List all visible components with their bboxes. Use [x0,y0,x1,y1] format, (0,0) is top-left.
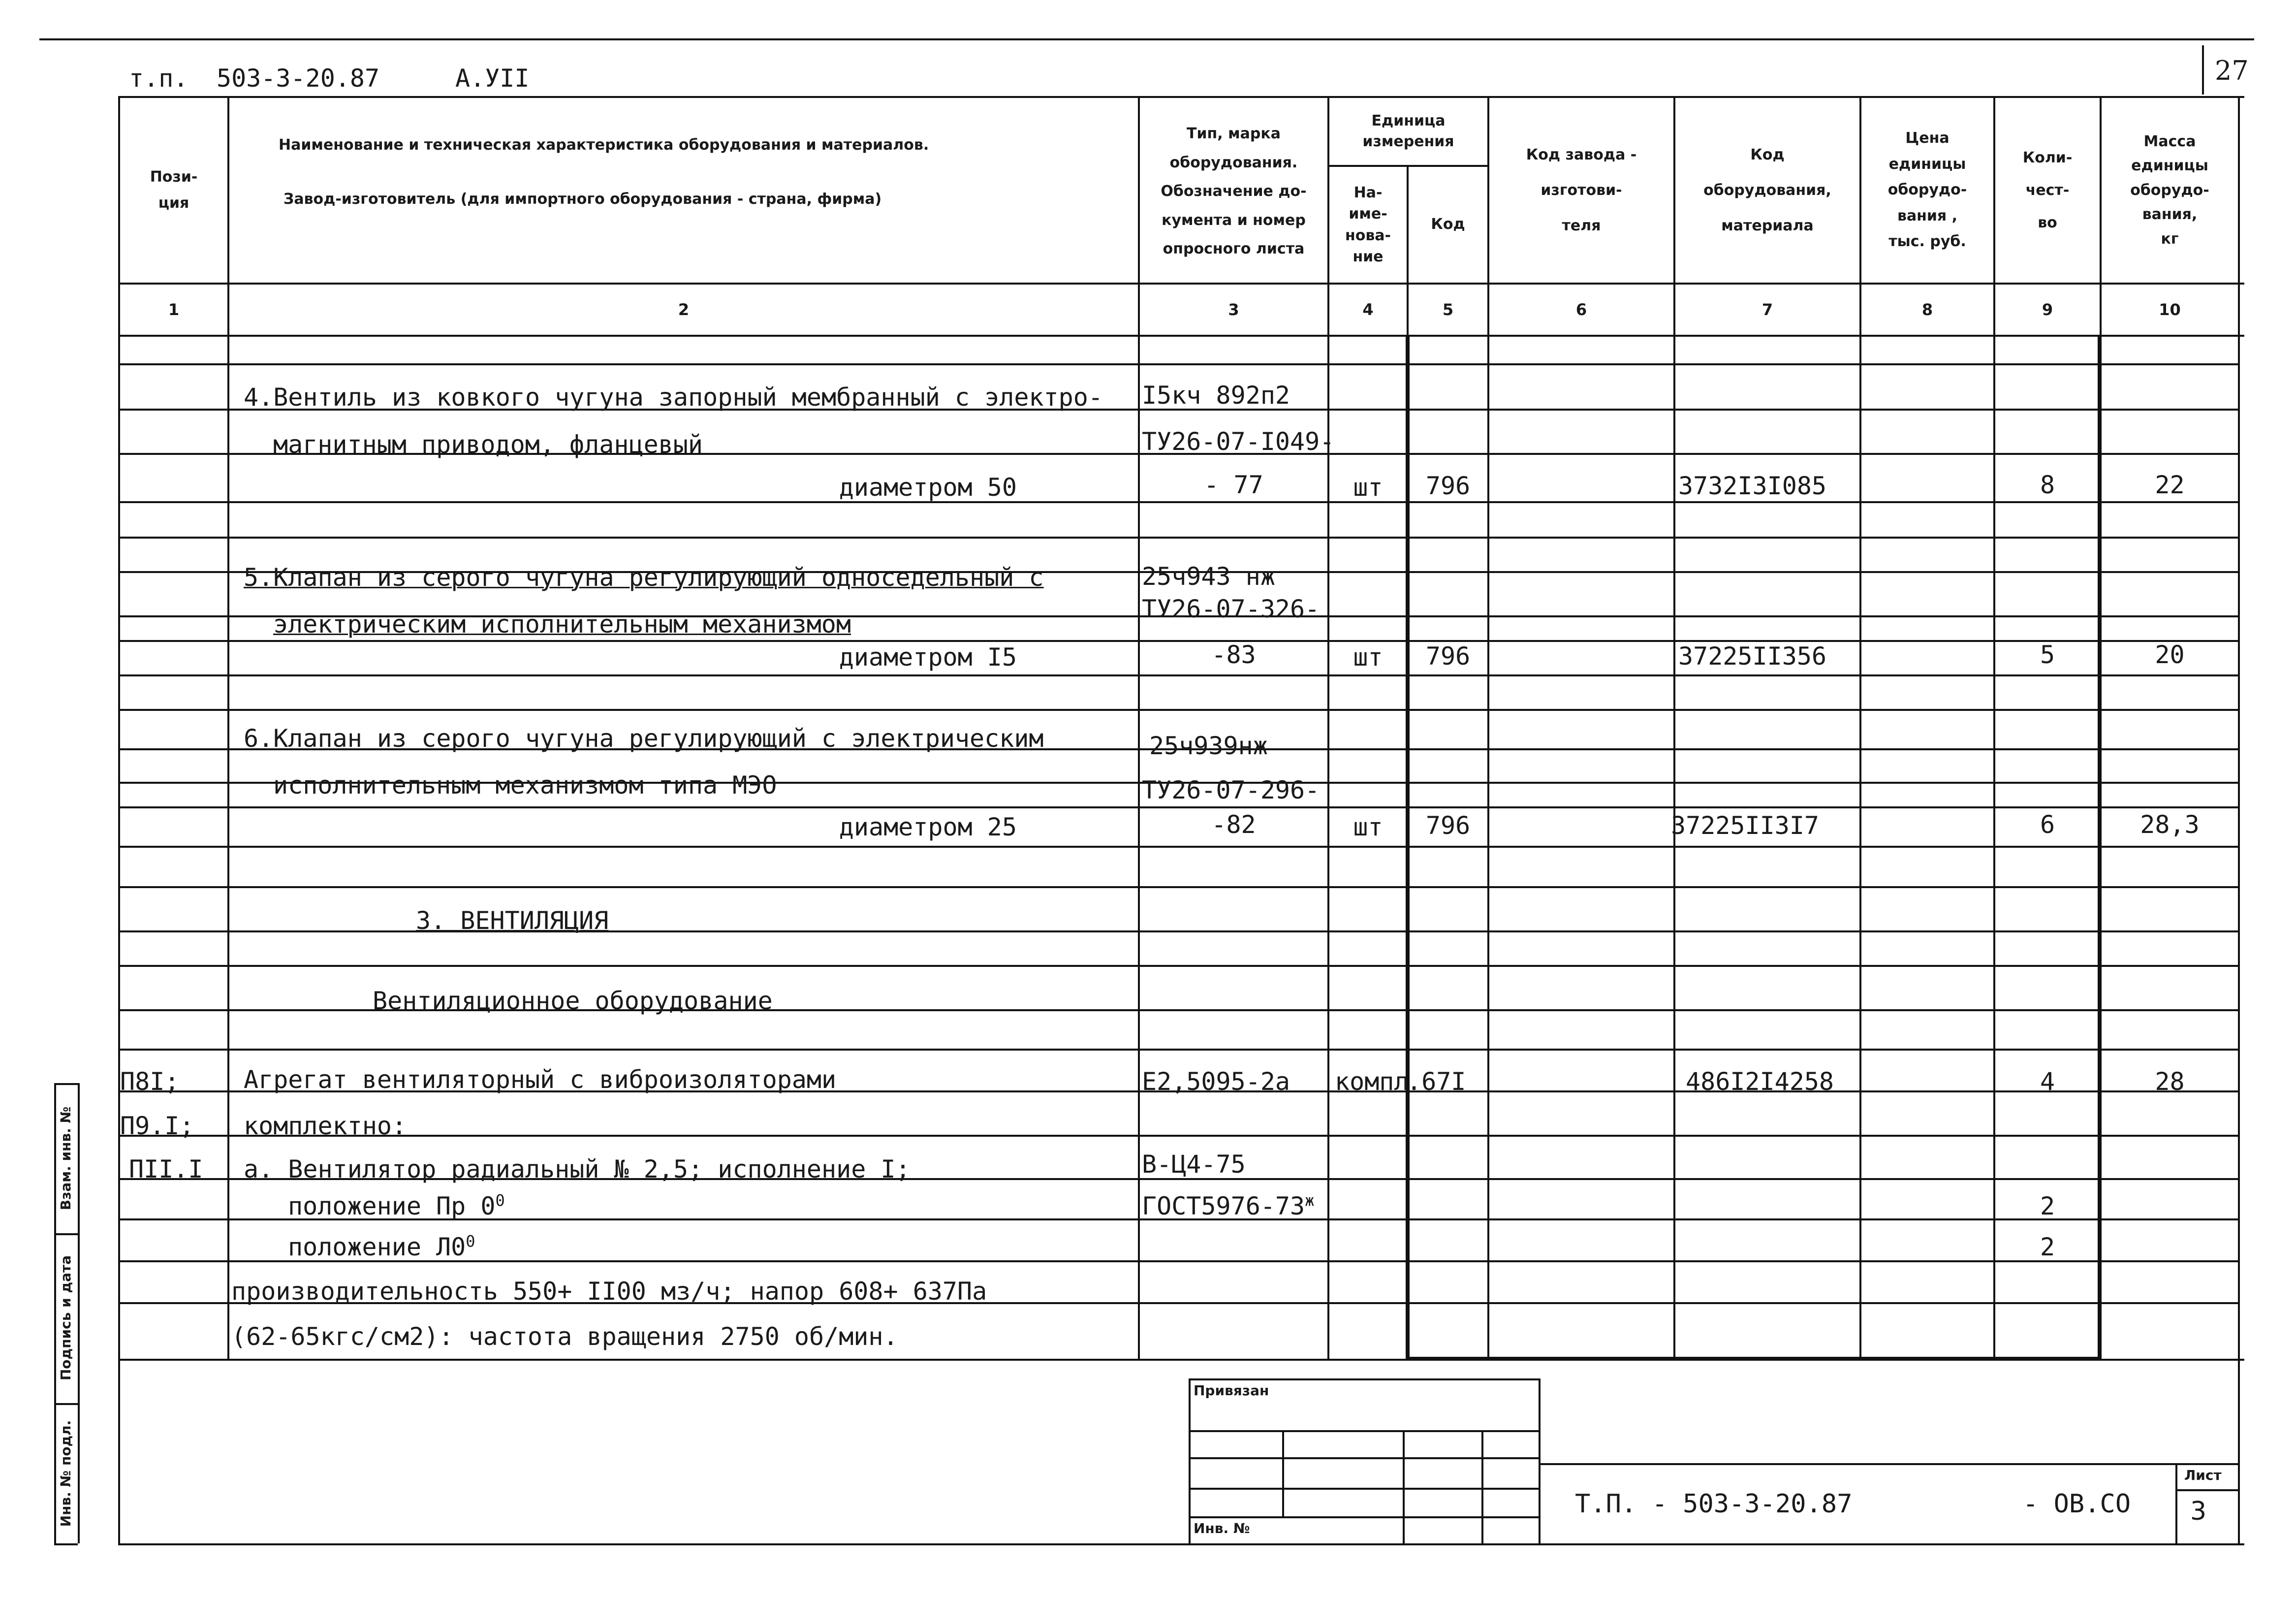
row-separator-13 [118,846,2239,848]
tb-attach-col1 [1282,1430,1284,1516]
colnum-4: 4 [1362,300,1374,319]
row-separator-12 [118,806,2239,808]
kit-name: комплектно: [244,1112,407,1140]
header-type: Тип, марка оборудования. Обозначение до- кумента и номер опросного листа [1161,125,1307,258]
item4-name-line3: диаметром 50 [839,473,1017,502]
fan-performance: производительность 550+ II00 мз/ч; напор 608+ 637Па [231,1277,987,1306]
position-left-name [288,1232,475,1261]
fan-standard-text: ГОСТ5976-73 [1142,1192,1305,1220]
item6-name-line1: 6.Клапан из серого чугуна регулирующий с электрическим [244,724,1044,753]
item6-qty: 6 [2040,810,2055,839]
kit-position: П9.I; [120,1112,194,1140]
side-strip-left [54,1083,56,1543]
tb-doc-mark: - ОВ.СО [2023,1489,2131,1519]
tb-attach-col3 [1481,1430,1483,1543]
side-label-inv-original: Инв. № подл. [58,1420,74,1527]
colnum-7: 7 [1761,300,1773,319]
paper-top-edge [39,38,2254,40]
agg-type: Е2,5095-2а [1142,1067,1290,1096]
item6-unit-code: 796 [1425,811,1471,840]
colnum-3: 3 [1228,300,1239,319]
item6-type-line3: -82 [1211,810,1256,839]
tb-list-sep [2175,1489,2238,1491]
item5-unit-name: шт [1353,643,1383,672]
item6-mass: 28,3 [2140,810,2200,839]
row-separator-7 [118,640,2239,642]
tp-label: т.п. [129,64,189,93]
header-unit-group: Единица измерения [1362,112,1454,150]
tb-list-left [2175,1463,2177,1543]
side-label-sign-date: Подпись и дата [58,1255,74,1381]
colnum-9: 9 [2042,300,2053,319]
item5-equip-code: 37225II356 [1678,642,1827,671]
item6-unit-name: шт [1353,813,1383,841]
agg-unit-code: .67I [1407,1067,1466,1096]
row-separator-20 [118,1135,2239,1137]
header-equip-code: Код оборудования, материала [1703,146,1831,234]
colnum-8: 8 [1921,300,1933,319]
row-separator-8 [118,674,2239,676]
item4-unit-code: 796 [1425,472,1471,500]
agg-position: П8I; [120,1067,180,1096]
tb-attach-col2 [1403,1430,1405,1543]
header-name-line1: Наименование и техническая характеристика оборудования и материалов. [279,136,929,154]
item5-type-line3: -83 [1211,640,1256,669]
row-separator-18 [118,1049,2239,1051]
item6-name-line3: диаметром 25 [839,813,1017,841]
row-separator-16 [118,965,2239,967]
item5-name-line1: 5.Клапан из серого чугуна регулирующий односедельный с [244,563,1044,592]
fan-standard-mark: ж [1305,1191,1315,1210]
agg-mass: 28 [2155,1067,2185,1096]
tb-attach-row4 [1189,1516,1541,1518]
header-unit-name: На- име- нова- ние [1345,184,1391,265]
header-mass: Масса единицы оборудо- вания, кг [2130,132,2209,248]
tb-attached-label: Привязан [1194,1382,1269,1399]
item4-name-line2: магнитным приводом, фланцевый [273,430,703,459]
album-code: А.УII [455,64,530,93]
side-label-inv-replace: Взам. инв. № [58,1106,74,1211]
position-left-text: положение Л0 [288,1233,466,1261]
item6-name-line2: исполнительным механизмом типа МЭО [273,771,777,800]
side-strip-right [78,1083,80,1543]
tb-attach-row2 [1189,1457,1541,1459]
item5-type-line2: ТУ26-07-326- [1142,595,1320,623]
tb-inv-label: Инв. № [1194,1520,1250,1536]
item4-mass: 22 [2155,471,2185,499]
position-right-text: положение Пр 0 [288,1192,496,1220]
side-strip-bottom [54,1543,78,1545]
tb-main-top [1539,1463,2238,1465]
item6-equip-code: 37225II3I7 [1671,811,1820,840]
subsection-vent-equipment: Вентиляционное оборудование [373,987,773,1015]
item6-type-line2: ТУ26-07-296- [1142,776,1320,804]
header-name-line2: Завод-изготовитель (для импортного оборудования - страна, фирма) [283,190,882,208]
item4-type-line1: I5кч 892п2 [1142,381,1290,410]
tb-list-number: 3 [2190,1497,2207,1526]
tb-attach-right [1539,1378,1541,1543]
sheet-bottom-border [118,1543,2244,1545]
item5-unit-code: 796 [1425,642,1471,671]
item4-equip-code: 3732I3I085 [1678,472,1827,500]
col-line-10 [2238,96,2240,1543]
tb-doc-code: Т.П. - 503-3-20.87 [1575,1489,1853,1519]
agg-qty: 4 [2040,1067,2055,1096]
sheet-number-divider [2202,45,2204,95]
item5-name-line2: электрическим исполнительным механизмом [273,610,851,639]
header-plant-code: Код завода - изготови- теля [1526,146,1637,234]
item5-type-line1: 25ч943 нж [1142,562,1275,591]
item5-name-line3: диаметром I5 [839,643,1017,672]
colnum-bottom-border [118,335,2244,337]
fan-standard [1142,1191,1315,1220]
row-separator-14 [118,886,2239,888]
header-unit-code: Код [1431,216,1465,233]
position-right-qty: 2 [2040,1192,2055,1220]
agg-unit-name: компл [1335,1067,1409,1096]
position-right-degree: 0 [495,1191,505,1210]
item4-type-line2: ТУ26-07-I049- [1142,427,1335,456]
section-ventilation: 3. ВЕНТИЛЯЦИЯ [416,906,609,935]
fan-name: а. Вентилятор радиальный № 2,5; исполнение I; [244,1155,911,1183]
header-qty: Коли- чест- во [2022,149,2073,231]
colnum-1: 1 [168,300,180,319]
agg-equip-code: 486I2I4258 [1686,1067,1834,1096]
fan-type: В-Ц4-75 [1142,1150,1246,1179]
fan-speed: (62-65кгс/см2): частота вращения 2750 об/мин. [231,1322,898,1351]
doc-code: 503-3-20.87 [217,64,380,93]
tb-attach-row1 [1189,1430,1541,1432]
position-right-name [288,1191,505,1220]
fan-position: ПII.I [129,1155,203,1183]
side-strip-sep1 [54,1233,78,1235]
agg-name: Агрегат вентиляторный с виброизоляторами [244,1065,837,1094]
tb-attach-row3 [1189,1488,1541,1490]
item4-name-line1: 4.Вентиль из ковкого чугуна запорный мембранный с электро- [244,383,1103,412]
tb-attach-top [1189,1378,1541,1380]
item4-unit-name: шт [1353,473,1383,502]
header-price: Цена единицы оборудо- вания , тыс. руб. [1887,129,1967,251]
colnum-10: 10 [2159,300,2181,319]
header-position: Пози- ция [150,168,198,212]
item6-type-line1: 25ч939нж [1149,732,1268,760]
item4-type-line3: - 77 [1204,471,1263,499]
row-separator-0 [118,363,2239,365]
item4-qty: 8 [2040,471,2055,499]
tb-list-label: Лист [2184,1467,2222,1483]
row-separator-4 [118,537,2239,539]
item5-qty: 5 [2040,640,2055,669]
item5-mass: 20 [2155,640,2185,669]
colnum-2: 2 [678,300,690,319]
bold-box-bottom [1406,1357,2102,1361]
row-separator-3 [118,501,2239,503]
position-left-qty: 2 [2040,1233,2055,1261]
sheet-number: 27 [2215,55,2249,86]
position-left-degree: 0 [466,1232,475,1251]
colnum-5: 5 [1442,300,1454,319]
row-separator-9 [118,709,2239,711]
colnum-6: 6 [1575,300,1587,319]
tb-attach-left [1189,1378,1191,1543]
